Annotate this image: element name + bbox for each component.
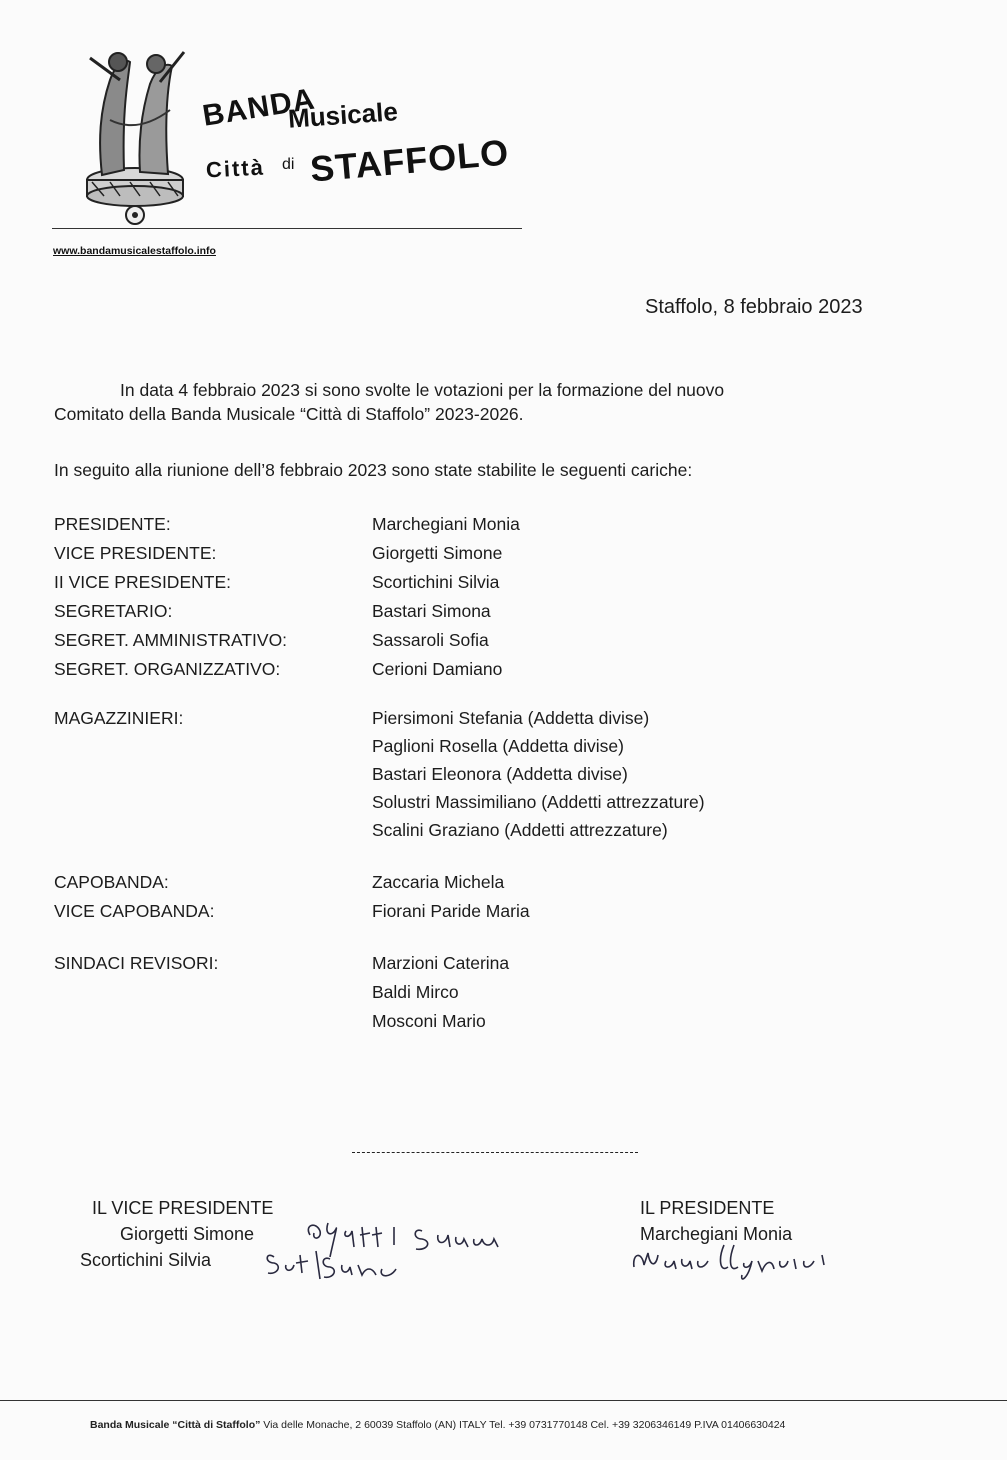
footer-contact: [90, 1419, 785, 1431]
role-holder: Fiorani Paride Maria: [372, 901, 530, 921]
role-row: [54, 1007, 874, 1036]
role-holder: Cerioni Damiano: [372, 659, 503, 679]
assignment-paragraph: In seguito alla riunione dell’8 febbraio 2023 sono state stabilite le seguenti cariche:: [54, 460, 693, 480]
footer-org-name: Banda Musicale “Città di Staffolo”: [90, 1419, 261, 1431]
role-row: [54, 597, 874, 626]
role-holder: Scortichini Silvia: [372, 572, 500, 592]
website-link[interactable]: www.bandamusicalestaffolo.info: [53, 245, 216, 257]
vice-president-title: IL VICE PRESIDENTE: [92, 1198, 274, 1218]
role-label: PRESIDENTE:: [54, 514, 171, 534]
role-holder: Bastari Simona: [372, 601, 491, 621]
vice-president-signature-block: [80, 1195, 540, 1285]
role-holder: Solustri Massimiliano (Addetti attrezzature): [372, 792, 705, 812]
president-title: IL PRESIDENTE: [640, 1198, 775, 1218]
role-row: [54, 568, 874, 597]
role-row: [54, 539, 874, 568]
role-row: [54, 978, 874, 1007]
role-row: [54, 626, 874, 655]
logo-word-staffolo: STAFFOLO: [308, 131, 511, 190]
band-logo-musicians-icon: [80, 40, 190, 230]
date-line: Staffolo, 8 febbraio 2023: [645, 296, 863, 318]
intro-line-1: In data 4 febbraio 2023 si sono svolte le votazioni per la formazione del nuovo: [120, 380, 725, 400]
role-holder: Baldi Mirco: [372, 982, 459, 1002]
logo-wordmark: [198, 78, 528, 208]
logo-word-di: di: [282, 156, 295, 173]
role-row: [54, 732, 874, 761]
role-label: VICE CAPOBANDA:: [54, 901, 215, 921]
vice-president-name-1: Giorgetti Simone: [120, 1224, 255, 1244]
header-divider: [52, 228, 522, 229]
role-holder: Giorgetti Simone: [372, 543, 503, 563]
role-label: SEGRETARIO:: [54, 601, 173, 621]
president-signature-block: [640, 1195, 900, 1285]
role-holder: Zaccaria Michela: [372, 872, 505, 892]
role-row: [54, 510, 874, 539]
intro-paragraph: [54, 378, 934, 426]
role-row: [54, 949, 874, 978]
role-holder: Marzioni Caterina: [372, 953, 510, 973]
handwritten-signature-scortichini: [262, 1247, 412, 1287]
logo-word-musicale: Musicale: [287, 96, 399, 134]
role-holder: Piersimoni Stefania (Addetta divise): [372, 708, 650, 728]
role-holder: Marchegiani Monia: [372, 514, 520, 534]
role-label: VICE PRESIDENTE:: [54, 543, 217, 563]
role-label: SEGRET. ORGANIZZATIVO:: [54, 659, 281, 679]
logo-word-banda: BANDA: [200, 82, 318, 133]
role-row: [54, 816, 874, 845]
footer-details: Via delle Monache, 2 60039 Staffolo (AN) ITALY Tel. +39 0731770148 Cel. +39 3206346149 P.IVA 01406630424: [260, 1419, 786, 1431]
role-label: MAGAZZINIERI:: [54, 708, 184, 728]
role-label: CAPOBANDA:: [54, 872, 169, 892]
role-row: [54, 704, 874, 733]
role-holder: Bastari Eleonora (Addetta divise): [372, 764, 628, 784]
role-row: [54, 897, 874, 926]
role-row: [54, 760, 874, 789]
role-label: II VICE PRESIDENTE:: [54, 572, 231, 592]
handwritten-signature-marchegiani: [628, 1239, 838, 1285]
role-holder: Mosconi Mario: [372, 1011, 486, 1031]
logo-word-citta: Città: [205, 154, 266, 183]
vice-president-name-2: Scortichini Silvia: [80, 1250, 212, 1270]
footer-divider: [0, 1400, 1007, 1401]
president-name: Marchegiani Monia: [640, 1224, 793, 1244]
role-row: [54, 788, 874, 817]
role-holder: Sassaroli Sofia: [372, 630, 489, 650]
role-label: SEGRET. AMMINISTRATIVO:: [54, 630, 288, 650]
role-holder: Scalini Graziano (Addetti attrezzature): [372, 820, 668, 840]
role-holder: Paglioni Rosella (Addetta divise): [372, 736, 624, 756]
role-label: SINDACI REVISORI:: [54, 953, 219, 973]
role-row: [54, 868, 874, 897]
intro-line-2: Comitato della Banda Musicale “Città di Staffolo” 2023-2026.: [54, 404, 524, 424]
role-row: [54, 655, 874, 684]
signature-separator: [352, 1152, 638, 1153]
